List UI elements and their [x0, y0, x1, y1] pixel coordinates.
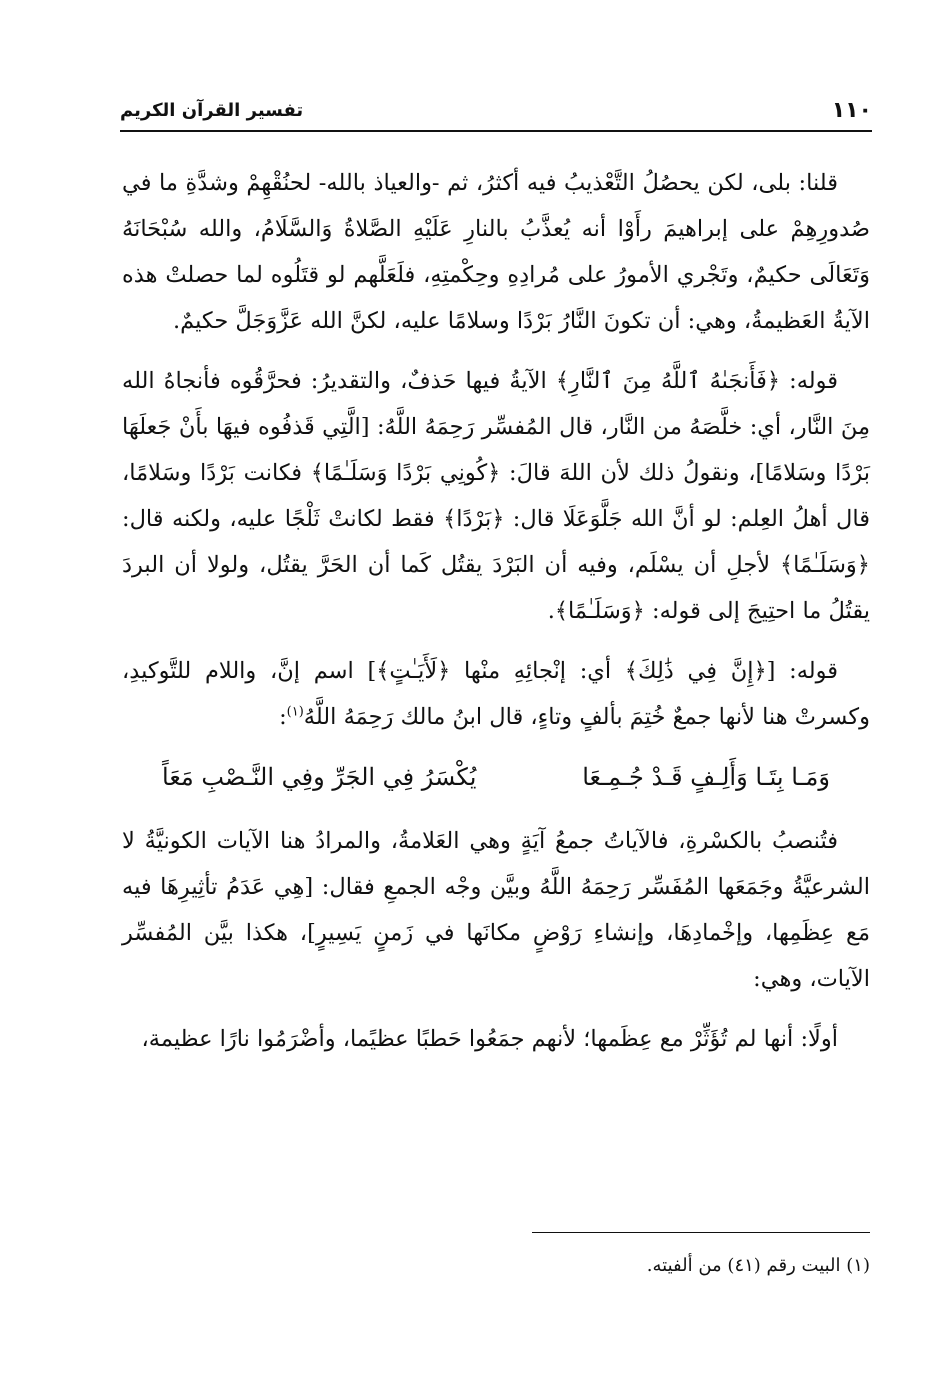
paragraph-3-text: قوله: [﴿إِنَّ فِي ذَٰلِكَ﴾ أي: إنْجائِهِ منْها ﴿لَأَيَـٰتٍ﴾] اسم إنَّ، واللام للتَّوكيدِ، وكسرتْ هنا لأنها جمعٌ خُتِمَ بألفٍ وتاءٍ، قال ابنُ مالك رَحِمَهُ اللَّهُ — [122, 658, 870, 730]
footnote-reference: (١) — [286, 704, 304, 720]
paragraph-4: فتُنصبُ بالكسْرةِ، فالآياتُ جمعُ آيَةٍ وهي العَلامةُ، والمرادُ هنا الآيات الكونيَّةُ لا الشرعيَّةُ وجَمَعَها المُفَسِّر رَحِمَهُ اللَّهُ وبيَّن وجْه الجمعِ فقال: [هِي عَدَمُ تأثِيرِهَا فيه مَع عِظَمِها، وإخْمادِهَا، وإنشاءِ رَوْضٍ مكانَها في زَمنٍ يَسِيرٍ]، هكذا بيَّن المُفسِّر الآيات، وهي: — [122, 828, 870, 992]
poetry-verse — [122, 754, 870, 800]
paragraph-2: قوله: ﴿فَأَنجَىٰهُ ٱللَّهُ مِنَ ٱلنَّارِ﴾ الآيةُ فيها حَذفٌ، والتقديرُ: فحرَّقُوه فأنجاهُ الله مِنَ النَّار، أي: خلَّصَهُ من النَّار، قال المُفسِّر رَحِمَهُ اللَّهُ: [الَّتِي قَذفُوه فيهَا بأَنْ جَعلَهَا بَرْدًا وسَلامًا]، ونقولُ ذلك لأن اللهَ قالَ: ﴿كُونِي بَرْدًا وَسَلَـٰمًا﴾ فكانت بَرْدًا وسَلامًا، قال أهلُ العِلم: لو أنَّ الله جَلَّوَعَلَا قال: ﴿بَرْدًا﴾ فقط لكانتْ ثَلْجًا عليه، ولكنه قال: ﴿وَسَلَـٰمًا﴾ لأجلِ أن يسْلَم، وفيه أن البَرْدَ يقتُل كَما أن الحَرَّ يقتُل، ولولا أن البردَ يقتُلُ ما احتِيجَ إلى قوله: ﴿وَسَلَـٰمًا﴾. — [122, 368, 870, 624]
paragraph-3 — [122, 648, 870, 740]
paragraph-1: قلنا: بلى، لكن يحصُلُ التَّعْذيبُ فيه أكثرُ، ثم -والعياذ بالله- لحنُقْهِمْ وشدَّةِ ما في صُدورِهِمْ على إبراهيمَ رأَوْا أنه يُعذَّبُ بالنارِ عَلَيْهِ الصَّلاةُ وَالسَّلَامُ، والله سُبْحَانَهُ وَتَعَالَى حكيمٌ، وتَجْري الأمورُ على مُرادِهِ وحِكْمتِهِ، فلَعَلَّهم لو قتَلُوه لما حصلتْ هذه الآيةُ العَظيمةُ، وهي: أن تكونَ النَّارُ بَرْدًا وسلامًا عليه، لكنَّ الله عَزَّوَجَلَّ حكيمٌ. — [122, 170, 870, 334]
page-number: ١١٠ — [831, 98, 872, 123]
footnote-separator — [532, 1232, 870, 1233]
paragraph-5: أولًا: أنها لم تُؤَثِّرْ مع عِظَمها؛ لأنهم جمَعُوا حَطبًا عظيًما، وأضْرَمُوا نارًا عظيمة، — [141, 1026, 838, 1052]
verse-second-hemistich: يُكْسَرُ فِي الجَرِّ وفِي النَّـصْبِ مَعَاً — [162, 763, 477, 791]
footnote: (١) البيت رقم (٤١) من ألفيته. — [646, 1255, 870, 1276]
verse-first-hemistich: وَمَـا بِتَـا وَأَلِـفٍ قَـدْ جُـمِـعَا — [582, 763, 830, 791]
running-title: تفسير القرآن الكريم — [120, 100, 304, 121]
paragraph-3-colon: : — [279, 704, 287, 730]
main-text — [122, 160, 870, 1076]
header-rule — [120, 130, 872, 132]
page-header — [120, 96, 872, 132]
